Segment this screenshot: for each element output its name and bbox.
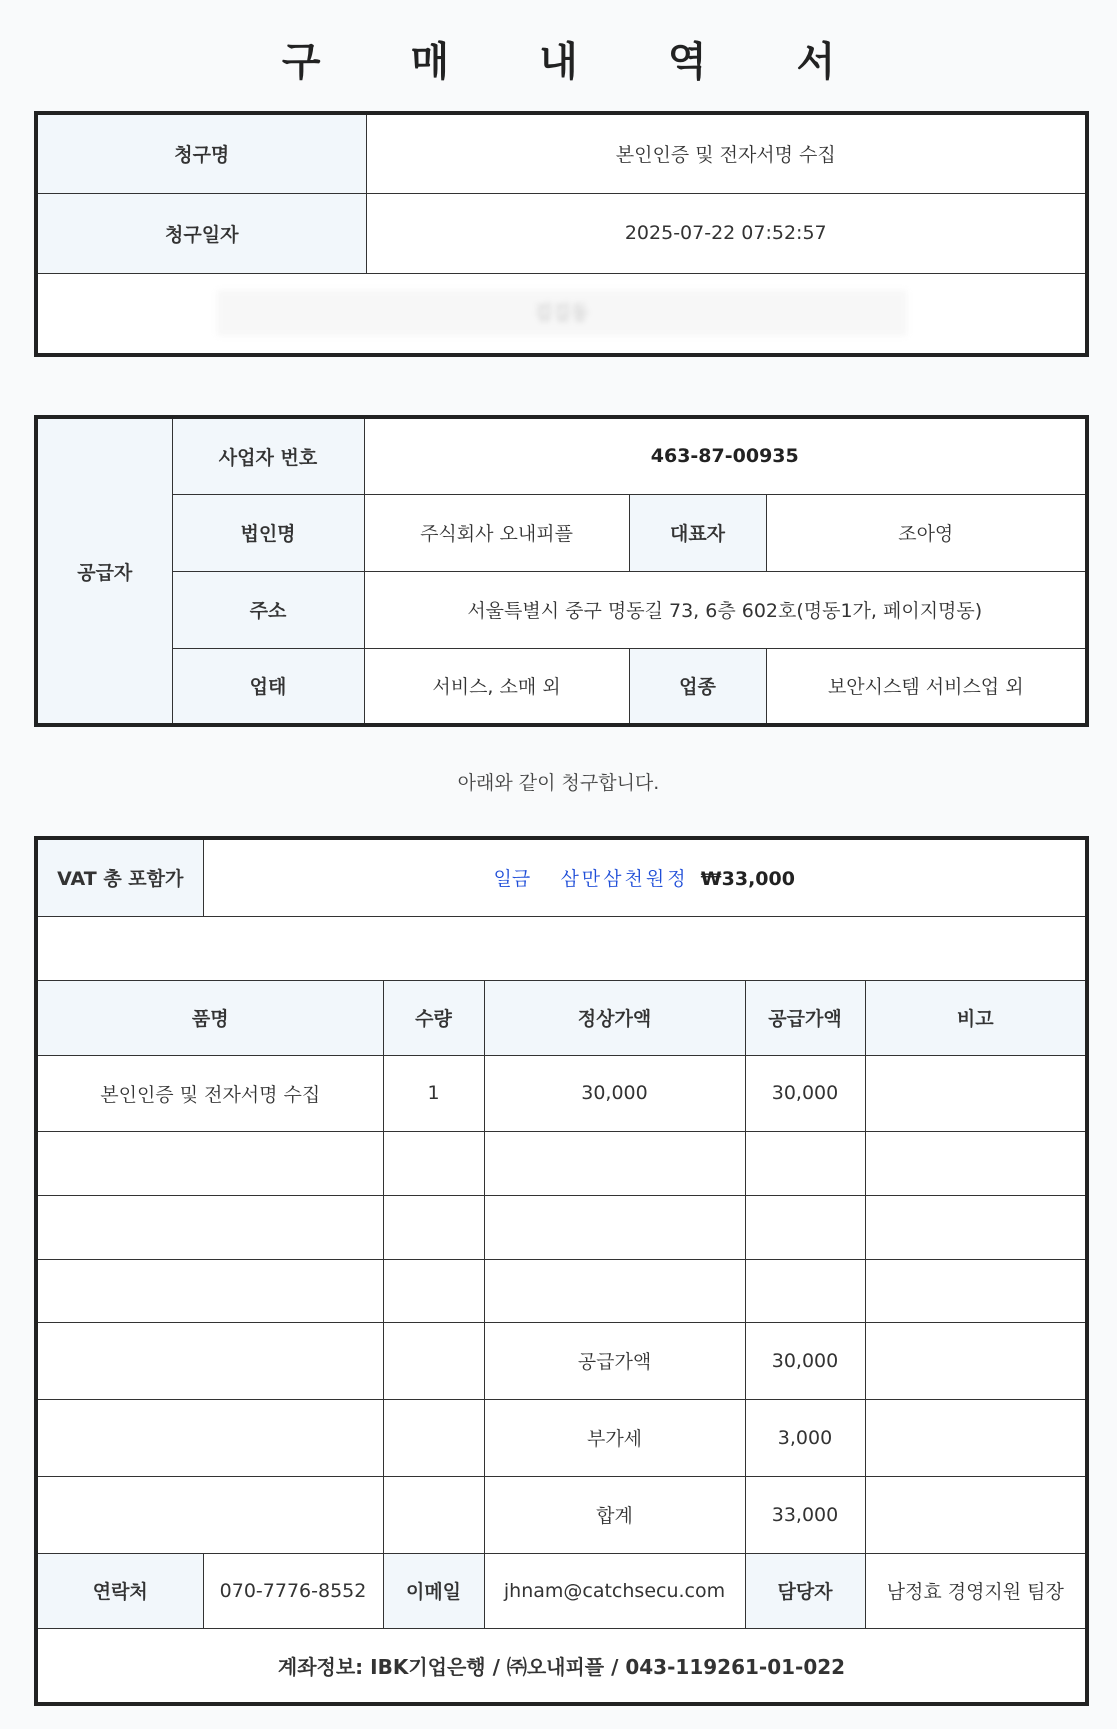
summary-supply-label: 공급가액 xyxy=(484,1322,745,1399)
email-value: jhnam@catchsecu.com xyxy=(484,1553,745,1628)
col-header-item: 품명 xyxy=(36,980,383,1055)
summary-vat-label: 부가세 xyxy=(484,1399,745,1476)
manager-value: 남정효 경영지원 팀장 xyxy=(865,1553,1087,1628)
summary-vat-value: 3,000 xyxy=(745,1399,865,1476)
biz-item-label: 업종 xyxy=(629,648,766,725)
total-korean-amount: 삼만삼천원정 xyxy=(560,868,689,891)
biz-type-value: 서비스, 소매 외 xyxy=(364,648,629,725)
corp-name-value: 주식회사 오내피플 xyxy=(364,494,629,571)
request-name-value: 본인인증 및 전자서명 수집 xyxy=(366,113,1087,193)
item-list-price: 30,000 xyxy=(484,1055,745,1131)
total-amount: ₩33,000 xyxy=(700,868,795,891)
col-header-supply-price: 공급가액 xyxy=(745,980,865,1055)
title-char: 역 xyxy=(667,39,707,85)
request-note: 아래와 같이 청구합니다. xyxy=(457,772,660,794)
phone-value: 070-7776-8552 xyxy=(203,1553,383,1628)
summary-supply-value: 30,000 xyxy=(745,1322,865,1399)
item-qty: 1 xyxy=(383,1055,484,1131)
col-header-remarks: 비고 xyxy=(865,980,1087,1055)
contact-row xyxy=(36,1553,1087,1628)
total-label: VAT 총 포함가 xyxy=(36,838,203,916)
recipient-row xyxy=(36,273,1087,355)
ceo-value: 조아영 xyxy=(766,494,1087,571)
bank-info: 계좌정보: IBK기업은행 / ㈜오내피플 / 043-119261-01-022 xyxy=(36,1628,1087,1704)
empty-row xyxy=(36,1195,1087,1259)
table-row xyxy=(36,1055,1087,1131)
summary-row xyxy=(36,1322,1087,1399)
email-label: 이메일 xyxy=(383,1553,484,1628)
supplier-table xyxy=(34,415,1089,727)
summary-total-value: 33,000 xyxy=(745,1476,865,1553)
title-char: 서 xyxy=(796,39,836,85)
col-header-qty: 수량 xyxy=(383,980,484,1055)
phone-label: 연락처 xyxy=(36,1553,203,1628)
address-label: 주소 xyxy=(172,571,364,648)
biz-no-label: 사업자 번호 xyxy=(172,417,364,494)
col-header-list-price: 정상가액 xyxy=(484,980,745,1055)
title-char: 구 xyxy=(281,39,321,85)
spacer-row xyxy=(36,916,1087,980)
supplier-group-label: 공급자 xyxy=(36,417,172,725)
biz-no-value: 463-87-00935 xyxy=(364,417,1087,494)
empty-row xyxy=(36,1131,1087,1195)
document-title xyxy=(0,30,1117,87)
empty-row xyxy=(36,1259,1087,1322)
corp-name-label: 법인명 xyxy=(172,494,364,571)
request-name-label: 청구명 xyxy=(36,113,366,193)
ceo-label: 대표자 xyxy=(629,494,766,571)
total-amount-cell xyxy=(203,838,1087,916)
item-name: 본인인증 및 전자서명 수집 xyxy=(36,1055,383,1131)
item-supply-price: 30,000 xyxy=(745,1055,865,1131)
biz-type-label: 업태 xyxy=(172,648,364,725)
request-date-value: 2025-07-22 07:52:57 xyxy=(366,193,1087,273)
summary-row xyxy=(36,1476,1087,1553)
manager-label: 담당자 xyxy=(745,1553,865,1628)
items-table xyxy=(34,836,1089,1706)
title-char: 내 xyxy=(539,39,578,85)
item-remarks xyxy=(865,1055,1087,1131)
summary-total-label: 합계 xyxy=(484,1476,745,1553)
biz-item-value: 보안시스템 서비스업 외 xyxy=(766,648,1087,725)
title-char: 매 xyxy=(410,39,450,85)
blurred-recipient-name: 김길동 xyxy=(217,290,907,336)
total-prefix: 일금 xyxy=(493,868,531,891)
request-info-table xyxy=(34,111,1089,357)
address-value: 서울특별시 중구 명동길 73, 6층 602호(명동1가, 페이지명동) xyxy=(364,571,1087,648)
summary-row xyxy=(36,1399,1087,1476)
request-date-label: 청구일자 xyxy=(36,193,366,273)
